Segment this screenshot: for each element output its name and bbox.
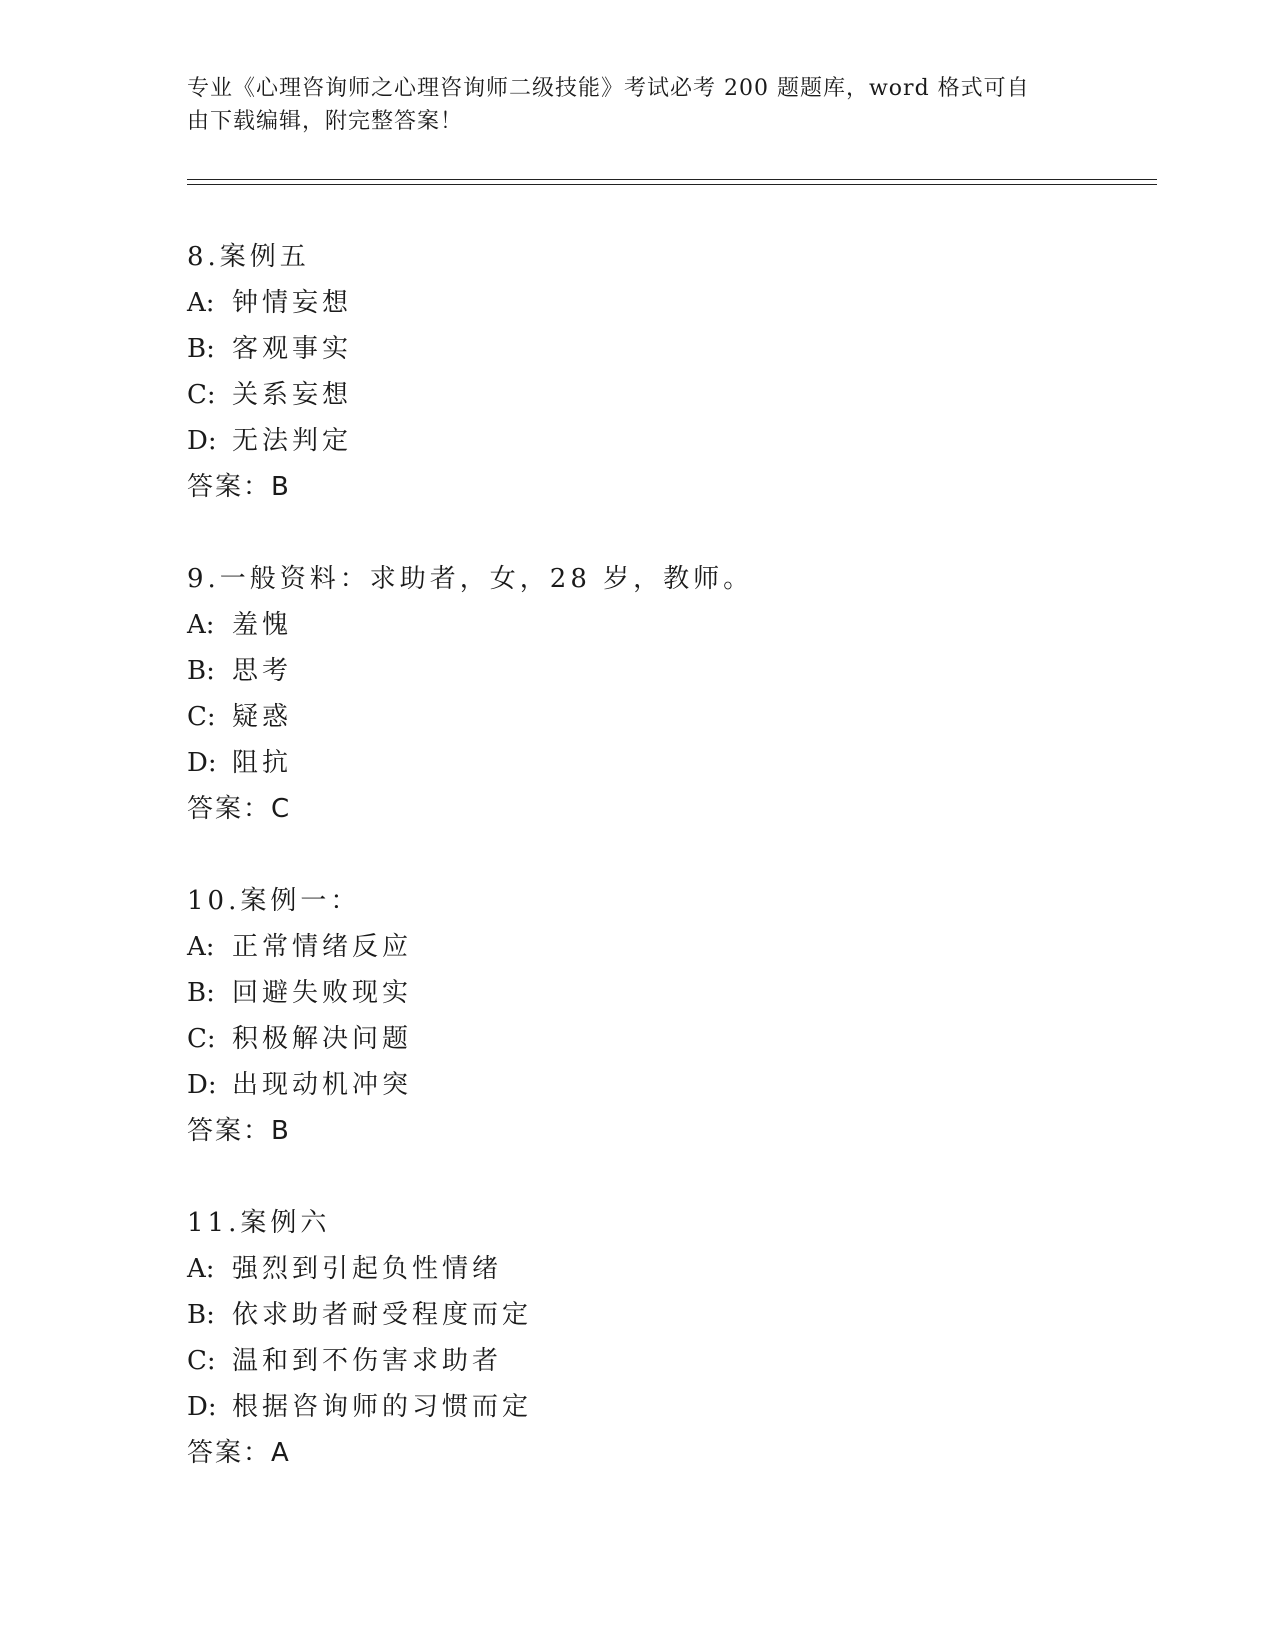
option-a (187, 924, 1147, 970)
header-divider-bottom (187, 184, 1157, 185)
option-key: B: (187, 1300, 215, 1330)
option-b (187, 1292, 1147, 1338)
option-d (187, 740, 1147, 786)
option-c (187, 694, 1147, 740)
option-text: 阻抗 (232, 748, 293, 778)
option-key: B: (187, 978, 215, 1008)
document-header (187, 72, 1087, 138)
option-d (187, 1062, 1147, 1108)
option-key: D: (187, 426, 217, 456)
option-key: D: (187, 1392, 217, 1422)
option-key: C: (187, 702, 216, 732)
header-divider-top (187, 179, 1157, 180)
option-a (187, 602, 1147, 648)
option-text: 根据咨询师的习惯而定 (232, 1392, 533, 1422)
question-title: 8.案例五 (187, 242, 310, 272)
option-key: B: (187, 334, 215, 364)
option-text: 强烈到引起负性情绪 (232, 1254, 503, 1284)
option-text: 客观事实 (232, 334, 353, 364)
question-8 (187, 234, 1147, 510)
question-title: 11.案例六 (187, 1208, 331, 1238)
question-list (187, 234, 1147, 1522)
option-b (187, 326, 1147, 372)
option-c (187, 1016, 1147, 1062)
option-a (187, 1246, 1147, 1292)
question-title: 10.案例一： (187, 886, 361, 916)
option-key: A: (187, 1254, 215, 1284)
option-text: 正常情绪反应 (232, 932, 413, 962)
answer: 答案：C (187, 794, 292, 824)
option-text: 无法判定 (232, 426, 353, 456)
option-key: C: (187, 1024, 216, 1054)
option-key: A: (187, 932, 215, 962)
header-line-1: 专业《心理咨询师之心理咨询师二级技能》考试必考 200 题题库，word 格式可自 (187, 76, 1030, 101)
option-b (187, 970, 1147, 1016)
option-key: B: (187, 656, 215, 686)
option-text: 羞愧 (232, 610, 293, 640)
option-text: 回避失败现实 (232, 978, 413, 1008)
question-9 (187, 556, 1147, 832)
option-b (187, 648, 1147, 694)
option-d (187, 1384, 1147, 1430)
option-key: C: (187, 1346, 216, 1376)
option-text: 疑惑 (232, 702, 293, 732)
option-c (187, 372, 1147, 418)
answer: 答案：B (187, 1116, 291, 1146)
option-key: A: (187, 288, 215, 318)
question-title: 9.一般资料：求助者，女，28 岁，教师。 (187, 564, 754, 594)
option-a (187, 280, 1147, 326)
option-key: D: (187, 748, 217, 778)
question-11 (187, 1200, 1147, 1476)
option-text: 温和到不伤害求助者 (232, 1346, 503, 1376)
option-text: 关系妄想 (232, 380, 353, 410)
question-10 (187, 878, 1147, 1154)
option-text: 钟情妄想 (232, 288, 353, 318)
option-text: 思考 (232, 656, 293, 686)
option-text: 依求助者耐受程度而定 (232, 1300, 533, 1330)
option-key: C: (187, 380, 216, 410)
option-text: 积极解决问题 (232, 1024, 413, 1054)
option-key: D: (187, 1070, 217, 1100)
option-d (187, 418, 1147, 464)
option-key: A: (187, 610, 215, 640)
option-text: 出现动机冲突 (232, 1070, 413, 1100)
answer: 答案：A (187, 1438, 291, 1468)
answer: 答案：B (187, 472, 291, 502)
option-c (187, 1338, 1147, 1384)
header-line-2: 由下载编辑，附完整答案！ (187, 109, 464, 134)
